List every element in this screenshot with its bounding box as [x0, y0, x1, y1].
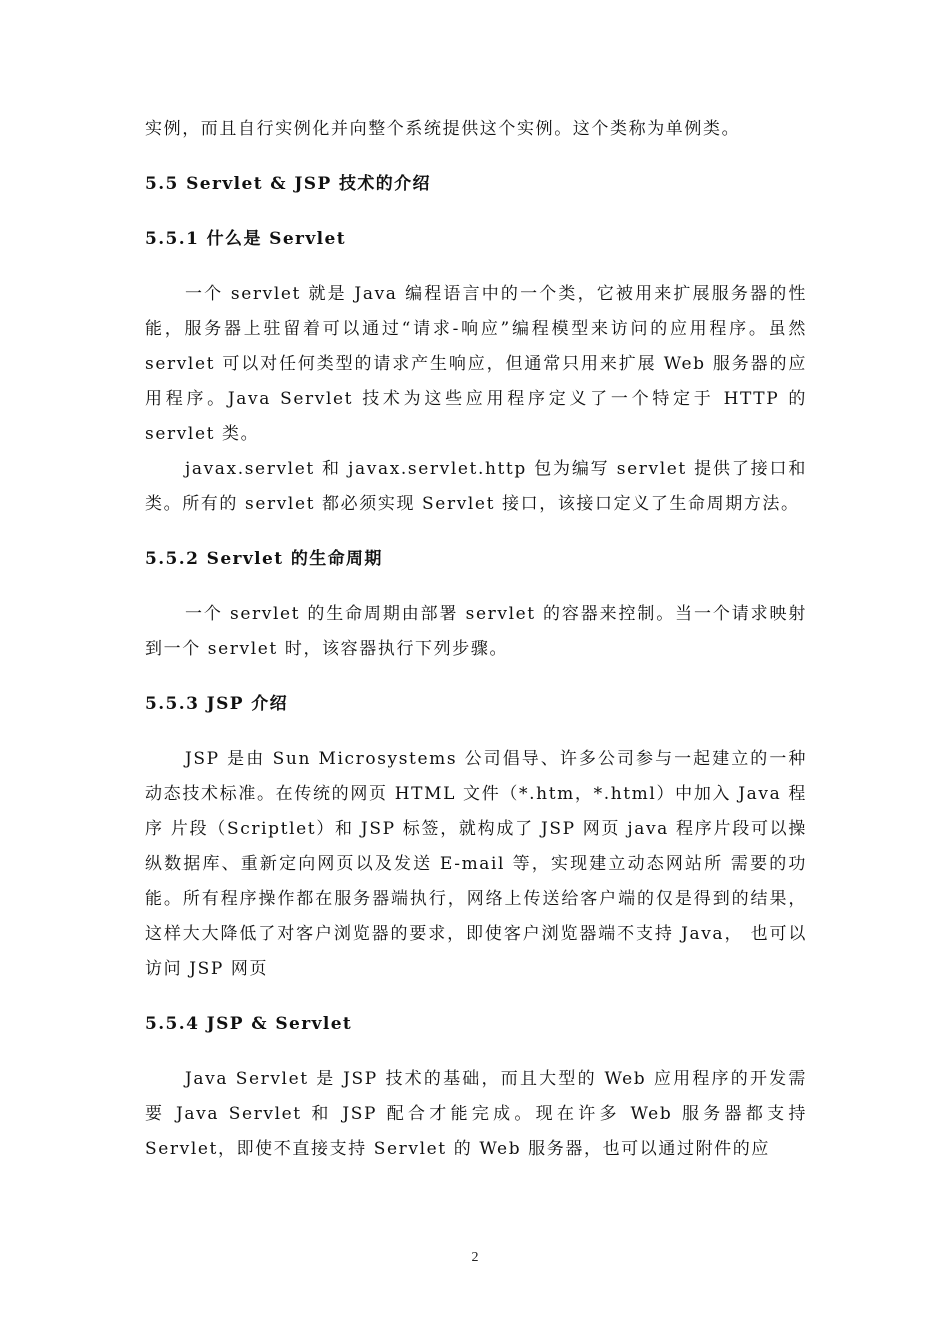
- paragraph-servlet-definition: 一个 servlet 就是 Java 编程语言中的一个类，它被用来扩展服务器的性能，服务器上驻留着可以通过“请求-响应”编程模型来访问的应用程序。虽然 servlet 可以对任何类型的请求产生响应，但通常只用来扩展 Web 服务器的应用程序。Java Servlet 技术为这些应用程序定义了一个特定于 HTTP 的 servlet 类。: [145, 284, 807, 444]
- paragraph-servlet-packages: javax.servlet 和 javax.servlet.http 包为编写 servlet 提供了接口和类。所有的 servlet 都必须实现 Servlet 接口，该接口定义了生命周期方法。: [145, 459, 807, 514]
- paragraph-jsp-servlet: Java Servlet 是 JSP 技术的基础，而且大型的 Web 应用程序的开发需要 Java Servlet 和 JSP 配合才能完成。现在许多 Web 服务器都支持 Servlet，即使不直接支持 Servlet 的 Web 服务器，也可以通过附件的应: [145, 1069, 807, 1159]
- section-heading-5-5: 5.5 Servlet & JSP 技术的介绍: [145, 174, 431, 194]
- page-number: 2: [471, 1250, 479, 1265]
- paragraph-jsp-intro: JSP 是由 Sun Microsystems 公司倡导、许多公司参与一起建立的一种动态技术标准。在传统的网页 HTML 文件（*.htm，*.html）中加入 Java 程序 片段（Scriptlet）和 JSP 标签，就构成了 JSP 网页 java 程序片段可以操纵数据库、重新定向网页以及发送 E-mail 等，实现建立动态网站所 需要的功能。所有程序操作都在服务器端执行，网络上传送给客户端的仅是得到的结果，这样大大降低了对客户浏览器的要求，即使客户浏览器端不支持 Java， 也可以访问 JSP 网页: [145, 749, 807, 979]
- paragraph-continued: 实例，而且自行实例化并向整个系统提供这个实例。这个类称为单例类。: [145, 119, 741, 139]
- document-body: [145, 112, 807, 1167]
- section-heading-5-5-3: 5.5.3 JSP 介绍: [145, 694, 289, 714]
- section-heading-5-5-4: 5.5.4 JSP & Servlet: [145, 1014, 353, 1034]
- paragraph-servlet-lifecycle: 一个 servlet 的生命周期由部署 servlet 的容器来控制。当一个请求映射到一个 servlet 时，该容器执行下列步骤。: [145, 604, 807, 659]
- section-heading-5-5-1: 5.5.1 什么是 Servlet: [145, 229, 347, 249]
- section-heading-5-5-2: 5.5.2 Servlet 的生命周期: [145, 549, 383, 569]
